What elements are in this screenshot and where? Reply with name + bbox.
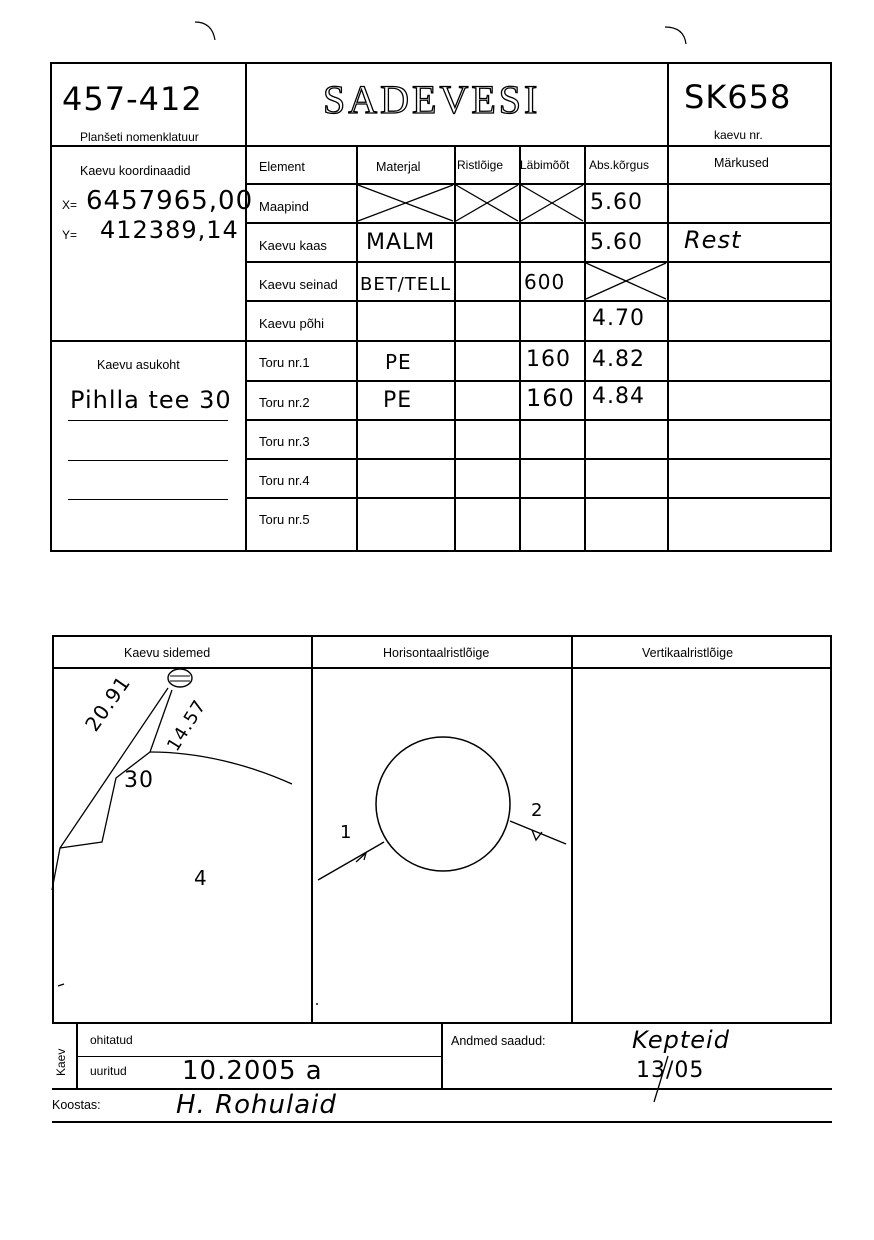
material-value: PE bbox=[385, 350, 412, 374]
data-received-date: 13/05 bbox=[636, 1058, 705, 1083]
building-number: 30 bbox=[124, 768, 154, 793]
dimension-b: 14.57 bbox=[163, 696, 211, 756]
well-label: Kaev bbox=[54, 1048, 68, 1076]
plansheet-label: Planšeti nomenklatuur bbox=[80, 130, 199, 144]
surveyed-value: 10.2005 a bbox=[182, 1056, 323, 1086]
col-element: Element bbox=[259, 160, 305, 174]
diameter-value: 160 bbox=[526, 347, 571, 372]
pipe-2-label: 2 bbox=[531, 800, 544, 821]
location-value: Pihlla tee 30 bbox=[70, 386, 232, 414]
inspected-label: ohitatud bbox=[90, 1033, 133, 1047]
row-element: Toru nr.3 bbox=[259, 434, 310, 449]
surveyed-label: uuritud bbox=[90, 1064, 127, 1078]
notes-value: Rest bbox=[684, 226, 742, 254]
x-coordinate: 6457965,00 bbox=[86, 186, 254, 216]
compiled-value: H. Rohulaid bbox=[176, 1090, 337, 1120]
compiled-label: Koostas: bbox=[52, 1098, 101, 1112]
abs-height-value: 4.70 bbox=[592, 306, 645, 331]
well-number-label: kaevu nr. bbox=[714, 128, 763, 142]
row-element: Kaevu põhi bbox=[259, 316, 325, 331]
y-prefix: Y= bbox=[62, 228, 78, 242]
material-value: BET/TELL bbox=[360, 274, 452, 295]
abs-height-value: 4.84 bbox=[592, 384, 645, 409]
material-value: MALM bbox=[366, 230, 436, 255]
data-received-label: Andmed saadud: bbox=[451, 1034, 546, 1048]
col-abs-height: Abs.kõrgus bbox=[589, 158, 650, 172]
page-title: SADEVESI bbox=[323, 77, 541, 122]
location-label: Kaevu asukoht bbox=[97, 358, 180, 372]
row-element: Toru nr.5 bbox=[259, 512, 310, 527]
y-coordinate: 412389,14 bbox=[100, 216, 239, 244]
panel-links-title: Kaevu sidemed bbox=[124, 646, 211, 660]
diameter-value: 600 bbox=[524, 270, 566, 294]
col-notes: Märkused bbox=[714, 156, 769, 170]
abs-height-value: 4.82 bbox=[592, 347, 645, 372]
dimension-a: 20.91 bbox=[80, 670, 136, 736]
col-cross-section: Ristlõige bbox=[457, 158, 504, 172]
row-element: Kaevu seinad bbox=[259, 277, 338, 292]
data-received-signature: Kepteid bbox=[632, 1026, 730, 1054]
diameter-value: 160 bbox=[526, 384, 575, 412]
material-value: PE bbox=[383, 388, 413, 413]
col-diameter: Läbimõõt bbox=[520, 158, 570, 172]
plot-number: 4 bbox=[194, 866, 208, 890]
well-number: SK658 bbox=[684, 78, 792, 116]
row-element: Toru nr.1 bbox=[259, 355, 310, 370]
x-prefix: X= bbox=[62, 198, 78, 212]
row-element: Toru nr.2 bbox=[259, 395, 310, 410]
col-material: Materjal bbox=[376, 160, 421, 174]
panel-vertical-title: Vertikaalristlõige bbox=[642, 646, 734, 660]
pipe-1-label: 1 bbox=[340, 822, 353, 843]
row-element: Kaevu kaas bbox=[259, 238, 327, 253]
abs-height-value: 5.60 bbox=[590, 230, 643, 255]
row-element: Toru nr.4 bbox=[259, 473, 310, 488]
coordinates-label: Kaevu koordinaadid bbox=[80, 164, 191, 178]
plansheet-number: 457-412 bbox=[62, 80, 203, 118]
abs-height-value: 5.60 bbox=[590, 190, 643, 215]
panel-horizontal-title: Horisontaalristlõige bbox=[383, 646, 490, 660]
row-element: Maapind bbox=[259, 199, 309, 214]
